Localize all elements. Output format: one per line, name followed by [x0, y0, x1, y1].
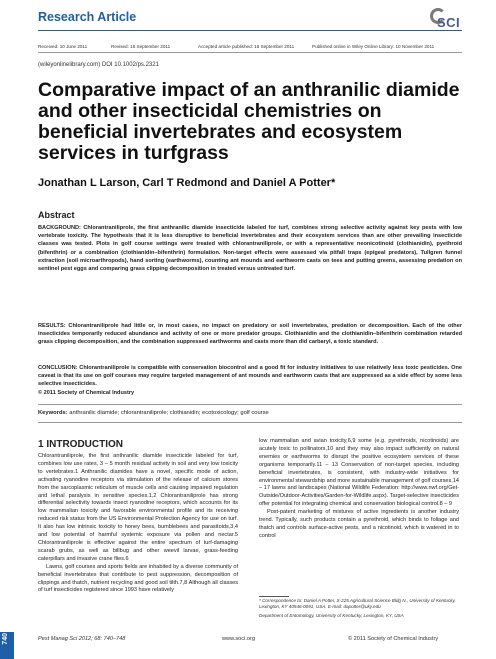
intro-paragraph-3: low mammalian and avian toxicity,6,9 some (e.g. pyrethroids, nicotinoids) are acutely toxic to pollinators,10 and they may also impact sufficiently on natural enemies or earthworms to disrupt the positive ecosystem services of these organisms temporarily.11 – 13 Conservation of non-target species, including beneficial invertebrates, is consistent, with industry-wide initiatives for environmental stewardship and more sustainable management of golf courses,14 – 17 lawns and landscapes (National Wildlife Federation: http://www.nwf.org/Get-Outside/Outdoor-Activities/Garden-for-Wildlife.aspx). Target-selective insecticides offer potential for integrating chemical and conservation biological control.8 – 9 [259, 438, 459, 508]
abstract-conclusion-block [38, 364, 462, 397]
abstract-conclusion: CONCLUSION: Chlorantraniliprole is compatible with conservation biocontrol and a good fit for industry initiatives to use relatively less toxic pesticides. One caveat is that its use on golf courses may require targeted management of ant mounds and earthworm casts that are suppressed as a side effect by some less selective insecticides. [38, 365, 462, 388]
footer-copyright: © 2011 Society of Chemical Industry [348, 636, 439, 642]
received-date: Received: 10 June 2011 [38, 44, 88, 49]
author-list: Jonathan L Larson, Carl T Redmond and Daniel A Potter* [38, 177, 336, 189]
sci-logo [430, 8, 466, 32]
keywords-label: Keywords: [38, 410, 68, 416]
correspondence-footnote: * Correspondence to: Daniel A Potter, S-225 Agricultural Science Bldg N., University of Kentucky, Lexington, KY 40546-0091, USA. E-mail: dapotter@uky.edu [259, 598, 456, 609]
keywords-top-rule [38, 404, 462, 405]
abstract-copyright: © 2011 Society of Chemical Industry [38, 389, 135, 396]
abstract-background: BACKGROUND: Chlorantraniliprole, the first anthranilic diamide insecticide labeled for turf, combines strong selective activity against key pests with low vertebrate toxicity. The hypothesis that it is less disruptive to beneficial invertebrates and their ecosystem services than are other prevailing insecticide classes was tested. Plots in golf course settings were treated with chlorantraniliprole, or with a representative neonicotinoid (clothianidin), pyethroid (bifenthrin) or a combination (clothianidin–bifenthrin) formulation. Non-target effects were assessed via pitfall traps (epigeal predators), Tullgren funnel extraction (soil microarthropods), hand sorting (earthworms), counting ant mounds and earthworm casts on tees and putting greens, assessing predation on sentinel pest eggs and comparing grass clipping decomposition in treated versus untreated turf. [38, 225, 462, 273]
journal-website[interactable]: www.soci.org [222, 636, 255, 642]
footnotes [259, 598, 459, 622]
left-column [38, 438, 238, 595]
page-number: 740 [2, 633, 9, 645]
intro-paragraph-4: Post-patent marketing of mixtures of active ingredients is another industry trend. Typically, such products contain a pyrethroid, which binds to foliage and thatch and controls surface-active pests, and a nicotinoid, which is watered in to control [259, 509, 459, 539]
revised-date: Revised: 15 September 2011 [111, 44, 171, 49]
footnote-rule [259, 596, 289, 597]
abstract-results: RESULTS: Chlorantraniliprole had little or, in most cases, no impact on predatory or soil invertebrates, predation or decomposition. Each of the other insecticides temporarily reduced abundance and activity of one or more predator groups. Clothianidin and the clothianidin–bifenthrin combination retarded grass clipping decomposition, and the combination suppressed earthworms and casts more than did carbaryl, a toxic standard. [38, 323, 462, 346]
published-date: Published online in Wiley Online Library: 10 November 2011 [312, 44, 435, 49]
doi-line[interactable]: (wileyonlinelibrary.com) DOI 10.1002/ps.2321 [38, 62, 159, 68]
article-type-label: Research Article [38, 10, 137, 24]
intro-paragraph-2: Lawns, golf courses and sports fields are inhabited by a diverse community of beneficial invertebrates that contribute to pest suppression, decomposition of clippings and thatch, nutrient recycling and good soil tilth.7,8 Although all classes of turf insecticides registered since 1993 have relatively [38, 563, 238, 594]
header-rule [38, 30, 462, 31]
accepted-date: Accepted article published: 16 September 2011 [198, 44, 295, 49]
sci-logo-text: SCI [437, 15, 461, 30]
keywords-line [38, 410, 462, 416]
article-title: Comparative impact of an anthranilic diamide and other insecticidal chemistries on beneficial invertebrates and ecosystem services in turfgrass [38, 79, 460, 164]
intro-paragraph-1: Chlorantraniliprole, the first anthranilic diamide insecticide labeled for turf, combines low use rates, 3 – 5 month residual activity in soil and very low toxicity to vertebrates.1 Anthranilic diamides have a novel, specific mode of action, activating ryanodine receptors via stimulation of the release of calcium stores from the sarcoplasmic reticulum of muscle cells and causing impaired regulation and lethal paralysis in sensitive species.1,2 Chlorantraniliprole has strong differential selectivity towards insect ryanodine receptors, which accounts for its low mammalian toxicity and favorable environmental profile and its receiving reduced risk status from the US Environmental Protection Agency for use on turf. It also has low intrinsic toxicity to honey bees, bumblebees and parasitoids,3,4 and low potential of harmful systemic exposure via pollen and nectar.5 Chlorantraniliprole is effective against the entire spectrum of turf-damaging scarab grubs, as well as billbug and other weevil larvae, grass-feeding caterpillars and invasive crane flies.6 [38, 453, 238, 562]
affiliation-footnote: Department of Entomology, University of Kentucky, Lexington, KY, USA [259, 613, 404, 618]
dates-rule [38, 52, 462, 53]
keywords-text: anthranilic diamide; chlorantraniliprole; clothianidin; ecotoxicology; golf course [69, 410, 269, 416]
right-column [259, 438, 459, 541]
introduction-heading: 1 INTRODUCTION [38, 439, 123, 450]
abstract-heading: Abstract [38, 210, 75, 220]
journal-citation: Pest Manag Sci 2012; 68: 740–748 [38, 636, 126, 642]
keywords-bottom-rule [38, 422, 462, 423]
